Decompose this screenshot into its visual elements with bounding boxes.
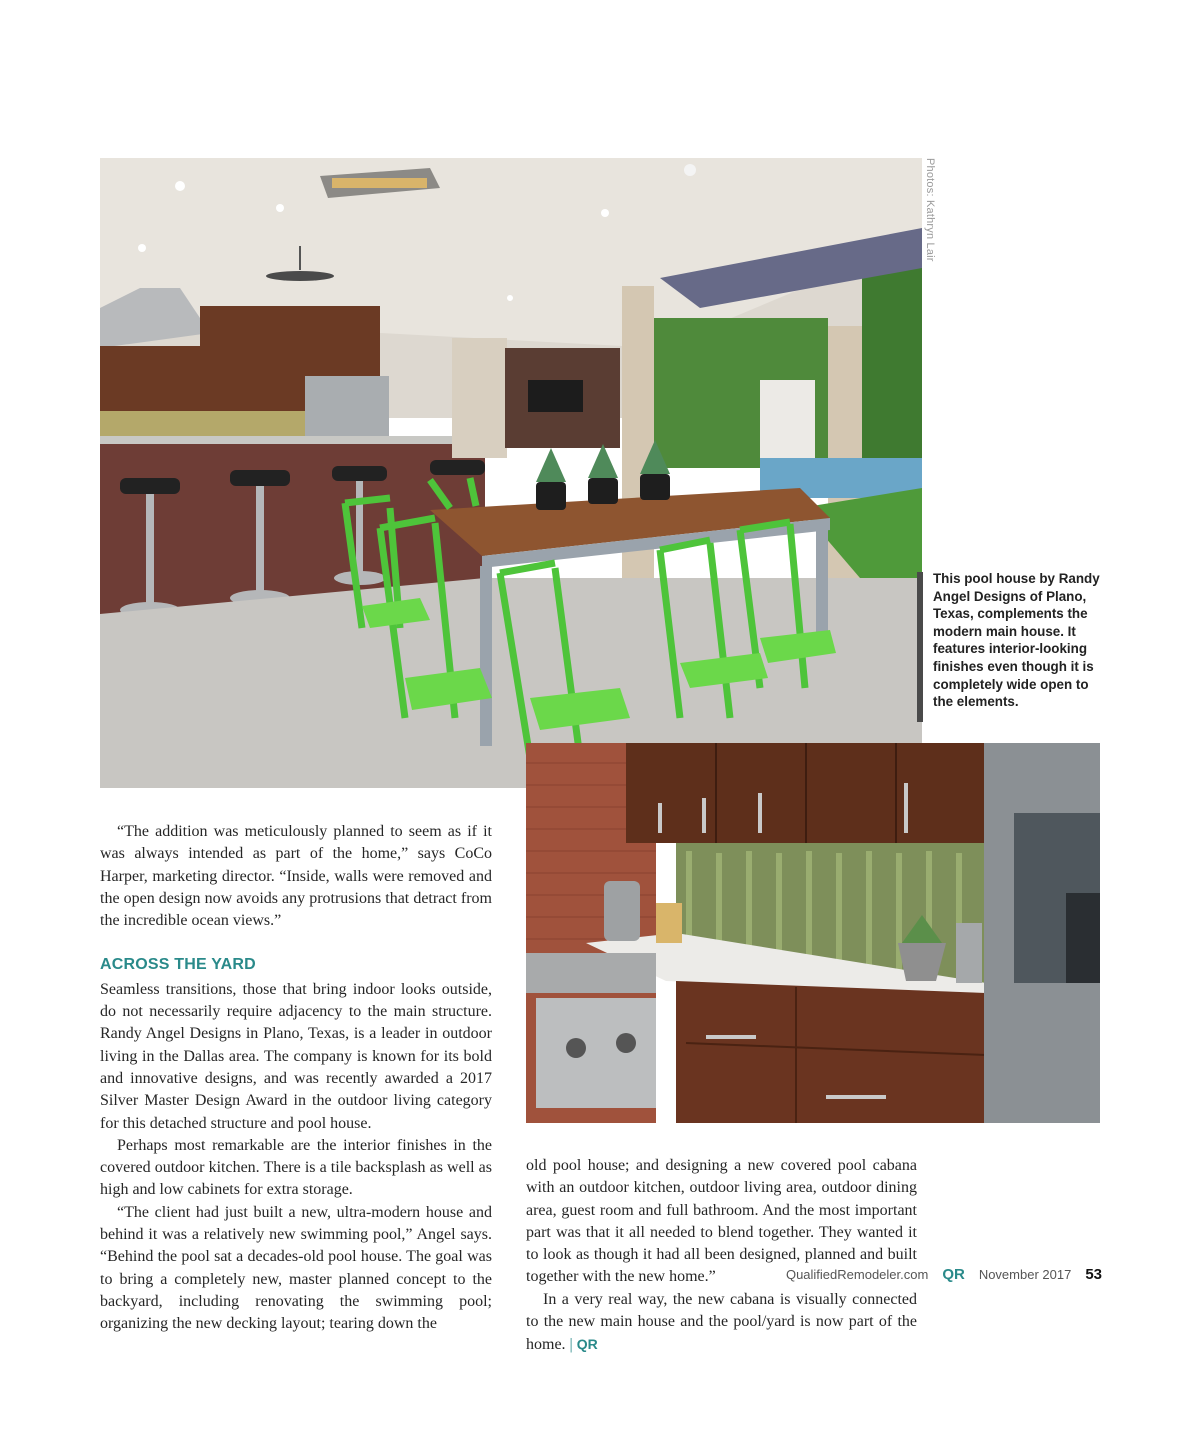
- photo-caption: This pool house by Randy Angel Designs of Plano, Texas, complements the modern main house. It features interior-looking finishes even though it is completely wide open to the elements.: [933, 571, 1100, 710]
- body-paragraph: [526, 1289, 917, 1357]
- body-paragraph: old pool house; and designing a new covered pool cabana with an outdoor kitchen, outdoor living area, outdoor dining area, guest room and full bathroom. And the most important part was that it all needed to blend together. They wanted it to look as though it had all been designed, planned and built together with the new home.”: [526, 1157, 917, 1286]
- body-paragraph: Seamless transitions, those that bring indoor looks outside, do not necessarily require adjacency to the main structure. Randy Angel Designs in Plano, Texas, is a leader in outdoor living in the Dallas area. The company is known for its bold and innovative designs, and was recently awarded a 2017 Silver Master Design Award in the outdoor living category for this detached structure and pool house.: [100, 980, 492, 1132]
- footer-issue: November 2017: [978, 1267, 1072, 1282]
- end-mark: QR: [576, 1336, 598, 1353]
- body-paragraph: “The addition was meticulously planned to seem as if it was always intended as part of the home,” says CoCo Harper, marketing director. “Inside, walls were removed and the open design now avoids any protrusions that detract from the incredible ocean views.”: [100, 823, 492, 930]
- body-paragraph: “The client had just built a new, ultra-modern house and behind it was a relatively new swimming pool,” Angel says. “Behind the pool sat a decades-old pool house. The goal was to bring a completely new, master planned concept to the backyard, including renovating the swimming pool; organizing the new decking layout; tearing down the: [100, 1203, 492, 1333]
- footer-brand: QR: [942, 1266, 965, 1283]
- pool-house-photo: [100, 158, 922, 788]
- caption-rule: [917, 572, 923, 722]
- end-separator: |: [569, 1336, 573, 1354]
- page-footer: [786, 1266, 1102, 1288]
- left-text-column: [100, 821, 492, 1336]
- outdoor-kitchen-photo: [526, 743, 1100, 1123]
- page-number: 53: [1085, 1266, 1102, 1283]
- footer-site: QualifiedRemodeler.com: [785, 1267, 929, 1282]
- right-text-column: [526, 1155, 917, 1357]
- body-paragraph: Perhaps most remarkable are the interior finishes in the covered outdoor kitchen. There is a tile backsplash as well as high and low cabinets for extra storage.: [100, 1136, 492, 1199]
- photo-credit: Photos: Kathryn Lair: [924, 158, 936, 262]
- section-subhead: ACROSS THE YARD: [100, 956, 256, 974]
- closing-text: In a very real way, the new cabana is visually connected to the new main house and the pool/yard is now part of the home.: [526, 1290, 917, 1354]
